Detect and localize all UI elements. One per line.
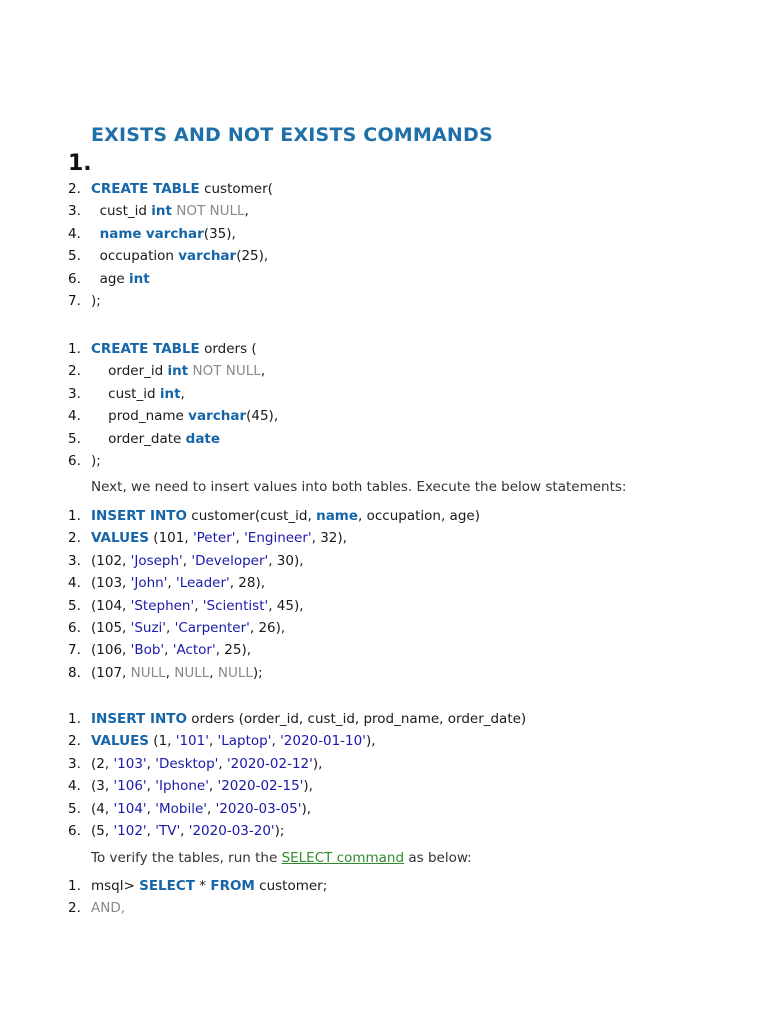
line-number: 2. bbox=[68, 733, 81, 750]
verify-text-after: as below: bbox=[404, 850, 472, 866]
sql-string: 'John' bbox=[130, 575, 168, 592]
sql-text: (101, bbox=[149, 530, 193, 547]
code-text bbox=[91, 708, 526, 730]
line-number: 6. bbox=[68, 453, 81, 469]
sql-text: (1, bbox=[149, 733, 176, 750]
sql-keyword: CREATE TABLE bbox=[91, 181, 200, 197]
code-text bbox=[91, 178, 273, 200]
line-number: 3. bbox=[68, 755, 81, 772]
paragraph-verify bbox=[91, 847, 472, 869]
sql-text: (45), bbox=[246, 408, 279, 425]
line-number: 2. bbox=[68, 530, 81, 547]
sql-keyword: varchar bbox=[188, 408, 247, 425]
code-text bbox=[91, 223, 236, 245]
sql-text: ), bbox=[312, 755, 323, 772]
code-text bbox=[91, 753, 322, 775]
sql-text: age bbox=[91, 270, 130, 287]
sql-keyword: varchar bbox=[145, 225, 204, 242]
sql-string: 'Engineer' bbox=[244, 530, 312, 547]
sql-text: prod_name bbox=[91, 408, 189, 425]
sql-string: 'Laptop' bbox=[217, 733, 272, 750]
line-number: 5. bbox=[68, 248, 81, 265]
page-title: EXISTS AND NOT EXISTS COMMANDS bbox=[91, 124, 493, 146]
sql-keyword: INSERT INTO bbox=[91, 508, 187, 524]
code-text bbox=[91, 405, 278, 427]
sql-string: 'Bob' bbox=[130, 642, 165, 659]
sql-keyword: name bbox=[316, 508, 359, 524]
sql-text: (5, bbox=[91, 823, 114, 839]
sql-text: , bbox=[146, 823, 156, 839]
sql-null: NULL bbox=[217, 664, 253, 681]
sql-text: , bbox=[146, 778, 156, 795]
line-number: 4. bbox=[68, 225, 81, 242]
line-number: 1. bbox=[68, 341, 81, 357]
line-number: 2. bbox=[68, 363, 81, 380]
sql-text: , bbox=[208, 778, 218, 795]
sql-text: order_date bbox=[91, 430, 186, 447]
sql-text: ); bbox=[91, 293, 101, 309]
sql-string: '2020-02-12' bbox=[226, 755, 313, 772]
line-number: 6. bbox=[68, 270, 81, 287]
code-text bbox=[91, 639, 251, 661]
sql-null: NULL bbox=[130, 664, 166, 681]
sql-string: 'Peter' bbox=[192, 530, 236, 547]
code-text bbox=[91, 268, 150, 290]
sql-text: orders (order_id, cust_id, prod_name, order_date) bbox=[186, 711, 527, 727]
sql-text: (104, bbox=[91, 597, 131, 614]
sql-keyword: varchar bbox=[178, 248, 237, 265]
code-text bbox=[91, 428, 220, 450]
code-text bbox=[91, 617, 285, 639]
sql-text: orders ( bbox=[199, 341, 257, 357]
sql-string: '106' bbox=[113, 778, 147, 795]
sql-keyword: VALUES bbox=[91, 733, 150, 750]
line-number: 4. bbox=[68, 778, 81, 795]
sql-string: '102' bbox=[113, 823, 147, 839]
sql-text: (107, bbox=[91, 664, 131, 681]
sql-string: '103' bbox=[113, 755, 147, 772]
line-number: 8. bbox=[68, 664, 81, 681]
line-number: 5. bbox=[68, 800, 81, 817]
sql-string: '2020-01-10' bbox=[280, 733, 366, 750]
sql-text: , occupation, age) bbox=[358, 508, 480, 524]
sql-text: , bbox=[218, 755, 227, 772]
code-text bbox=[91, 450, 101, 472]
sql-text: , bbox=[244, 203, 249, 220]
code-text bbox=[91, 572, 265, 594]
code-text bbox=[91, 360, 265, 382]
sql-string: 'Joseph' bbox=[130, 552, 183, 569]
code-text bbox=[91, 527, 347, 549]
sql-text: , bbox=[167, 575, 176, 592]
sql-keyword: int bbox=[151, 203, 172, 220]
sql-text: , 45), bbox=[268, 597, 304, 614]
sql-string: 'Leader' bbox=[176, 575, 230, 592]
sql-text: , 26), bbox=[249, 620, 286, 636]
sql-text: , bbox=[208, 733, 218, 750]
sql-keyword: int bbox=[159, 385, 181, 402]
code-text bbox=[91, 290, 101, 312]
sql-keyword: SELECT bbox=[139, 878, 195, 894]
sql-text: , bbox=[166, 620, 175, 636]
sql-text: customer(cust_id, bbox=[186, 508, 317, 524]
sql-text: cust_id bbox=[91, 203, 152, 220]
sql-string: 'Stephen' bbox=[130, 597, 195, 614]
sql-text: , 28), bbox=[229, 575, 266, 592]
line-number: 6. bbox=[68, 620, 81, 636]
code-text bbox=[91, 798, 311, 820]
code-text bbox=[91, 897, 125, 919]
sql-text: msql> bbox=[91, 878, 140, 894]
code-text bbox=[91, 200, 249, 222]
sql-text: customer; bbox=[254, 878, 328, 894]
line-number: 1. bbox=[68, 508, 81, 524]
sql-string: 'Scientist' bbox=[202, 597, 269, 614]
sql-text: , 32), bbox=[311, 530, 347, 547]
sql-text: (25), bbox=[236, 248, 269, 265]
sql-text: order_id bbox=[91, 363, 168, 380]
line-number: 6. bbox=[68, 823, 81, 839]
sql-text: , bbox=[260, 363, 266, 380]
section-number: 1. bbox=[68, 151, 92, 176]
sql-text: (3, bbox=[91, 778, 114, 795]
sql-string: '101' bbox=[175, 733, 209, 750]
sql-string: 'Iphone' bbox=[155, 778, 209, 795]
line-number: 3. bbox=[68, 552, 81, 569]
sql-string: '2020-02-15' bbox=[217, 778, 304, 795]
sql-text: (106, bbox=[91, 642, 131, 659]
verify-text-before: To verify the tables, run the bbox=[91, 850, 282, 866]
sql-text: , bbox=[235, 530, 245, 547]
code-text bbox=[91, 775, 313, 797]
line-number: 7. bbox=[68, 642, 81, 659]
sql-string: 'Suzi' bbox=[130, 620, 167, 636]
code-text bbox=[91, 505, 480, 527]
sql-text: cust_id bbox=[91, 385, 160, 402]
sql-text: , bbox=[182, 552, 192, 569]
sql-keyword: int bbox=[167, 363, 189, 380]
sql-string: 'Carpenter' bbox=[174, 620, 250, 636]
sql-text: , bbox=[180, 385, 185, 402]
sql-text: (105, bbox=[91, 620, 131, 636]
sql-string: 'Mobile' bbox=[155, 800, 207, 817]
sql-text: ), bbox=[301, 800, 312, 817]
sql-text: , bbox=[146, 755, 156, 772]
code-text bbox=[91, 875, 327, 897]
line-number: 2. bbox=[68, 181, 81, 197]
sql-text: customer( bbox=[199, 181, 273, 197]
sql-keyword: date bbox=[185, 430, 221, 447]
sql-text: (103, bbox=[91, 575, 131, 592]
line-number: 2. bbox=[68, 900, 81, 917]
code-text bbox=[91, 383, 185, 405]
sql-string: '2020-03-20' bbox=[188, 823, 275, 839]
sql-text: ), bbox=[365, 733, 376, 750]
sql-text: , 25), bbox=[215, 642, 252, 659]
sql-text: * bbox=[195, 878, 211, 894]
sql-text: (2, bbox=[91, 755, 114, 772]
sql-keyword: CREATE TABLE bbox=[91, 341, 200, 357]
sql-null: NOT NULL bbox=[192, 363, 261, 380]
sql-string: '2020-03-05' bbox=[215, 800, 302, 817]
sql-text: (4, bbox=[91, 800, 114, 817]
sql-text: occupation bbox=[91, 248, 179, 265]
line-number: 3. bbox=[68, 203, 81, 220]
code-text bbox=[91, 820, 284, 842]
select-command-link[interactable]: SELECT command bbox=[281, 850, 405, 866]
line-number: 1. bbox=[68, 878, 81, 894]
sql-text: , bbox=[180, 823, 189, 839]
sql-text: , bbox=[271, 733, 281, 750]
sql-text: , bbox=[209, 664, 218, 681]
line-number: 5. bbox=[68, 430, 81, 447]
code-text bbox=[91, 595, 304, 617]
code-text bbox=[91, 730, 376, 752]
sql-text: , bbox=[164, 642, 173, 659]
line-number: 1. bbox=[68, 711, 81, 727]
sql-text: , 30), bbox=[268, 552, 304, 569]
sql-null: NOT NULL bbox=[176, 203, 245, 220]
sql-text: ); bbox=[252, 664, 263, 681]
sql-text: , bbox=[146, 800, 156, 817]
line-number: 4. bbox=[68, 408, 81, 425]
sql-string: '104' bbox=[113, 800, 147, 817]
sql-text: ), bbox=[303, 778, 313, 795]
sql-keyword: name bbox=[99, 225, 142, 242]
sql-keyword: VALUES bbox=[91, 530, 150, 547]
paragraph-insert-intro: Next, we need to insert values into both tables. Execute the below statements: bbox=[91, 479, 627, 495]
sql-null: NULL bbox=[174, 664, 210, 681]
line-number: 4. bbox=[68, 575, 81, 592]
code-text bbox=[91, 662, 263, 684]
sql-text: , bbox=[194, 597, 203, 614]
code-text bbox=[91, 550, 304, 572]
sql-string: 'Developer' bbox=[191, 552, 269, 569]
sql-string: 'Actor' bbox=[172, 642, 216, 659]
sql-text: (35), bbox=[203, 225, 236, 242]
line-number: 7. bbox=[68, 293, 81, 309]
sql-text: (102, bbox=[91, 552, 131, 569]
sql-text: , bbox=[165, 664, 175, 681]
sql-keyword: int bbox=[129, 270, 150, 287]
sql-text: ); bbox=[91, 453, 101, 469]
sql-string: 'Desktop' bbox=[155, 755, 219, 772]
sql-text: , bbox=[206, 800, 216, 817]
sql-keyword: INSERT INTO bbox=[91, 711, 187, 727]
code-text bbox=[91, 245, 268, 267]
line-number: 3. bbox=[68, 385, 81, 402]
sql-keyword: FROM bbox=[210, 878, 255, 894]
sql-text: ); bbox=[274, 823, 285, 839]
sql-text bbox=[91, 226, 100, 242]
line-number: 5. bbox=[68, 597, 81, 614]
sql-null: AND, bbox=[91, 900, 126, 917]
code-text bbox=[91, 338, 257, 360]
sql-string: 'TV' bbox=[155, 823, 181, 839]
